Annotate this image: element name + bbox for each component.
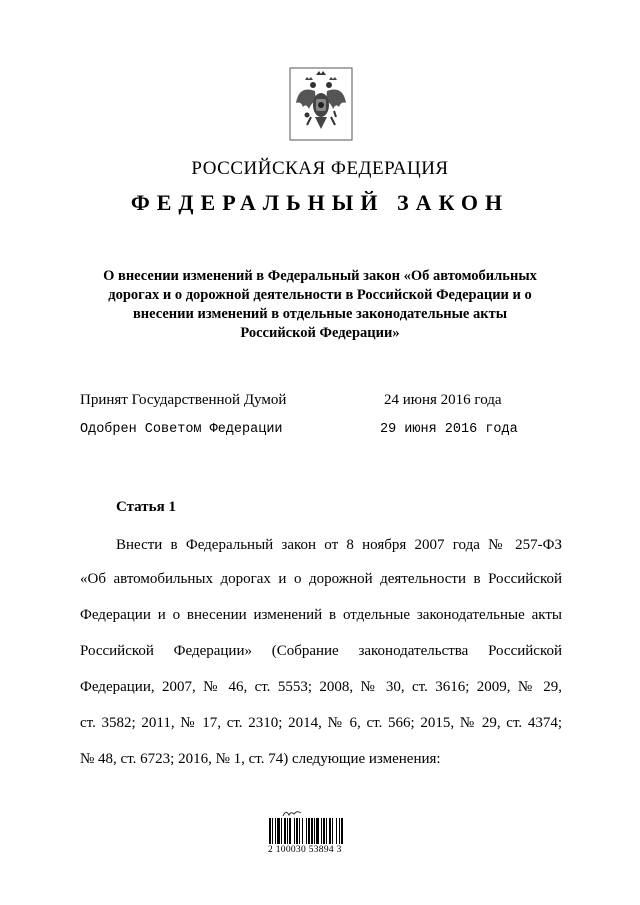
article-heading: Статья 1 — [116, 499, 176, 515]
duma-adoption-label: Принят Государственной Думой — [80, 392, 287, 408]
law-title-line: О внесении изменений в Федеральный закон «Об автомобильных — [103, 268, 537, 284]
barcode-icon — [268, 818, 364, 844]
article-line: № 48, ст. 6723; 2016, № 1, ст. 74) следующие изменения: — [80, 751, 441, 767]
coat-of-arms-emblem-icon — [289, 67, 353, 141]
article-line: Российской Федерации» (Собрание законодательства Российской — [80, 643, 562, 659]
barcode-number: 2 100030 53894 3 — [268, 845, 342, 855]
council-approval-label: Одобрен Советом Федерации — [80, 422, 283, 437]
law-title — [80, 267, 560, 343]
council-approval-date: 29 июня 2016 года — [380, 422, 518, 437]
law-type-heading: ФЕДЕРАЛЬНЫЙ ЗАКОН — [130, 190, 510, 215]
country-name: РОССИЙСКАЯ ФЕДЕРАЦИЯ — [191, 158, 449, 179]
article-line: ст. 3582; 2011, № 17, ст. 2310; 2014, № 6, ст. 566; 2015, № 29, ст. 4374; — [80, 715, 562, 731]
law-title-line: дорогах и о дорожной деятельности в Российской Федерации и о — [108, 287, 532, 303]
law-title-line: Российской Федерации» — [240, 325, 400, 341]
law-title-line: внесении изменений в отдельные законодательные акты — [132, 306, 508, 322]
article-line: «Об автомобильных дорогах и о дорожной деятельности в Российской — [80, 571, 562, 587]
article-line: Федерации и о внесении изменений в отдельные законодательные акты — [80, 607, 562, 623]
article-line: Внести в Федеральный закон от 8 ноября 2007 года № 257-ФЗ — [116, 537, 562, 553]
article-line: Федерации, 2007, № 46, ст. 5553; 2008, № 30, ст. 3616; 2009, № 29, — [80, 679, 562, 695]
duma-adoption-date: 24 июня 2016 года — [384, 392, 502, 408]
signature-mark-icon — [282, 808, 302, 818]
